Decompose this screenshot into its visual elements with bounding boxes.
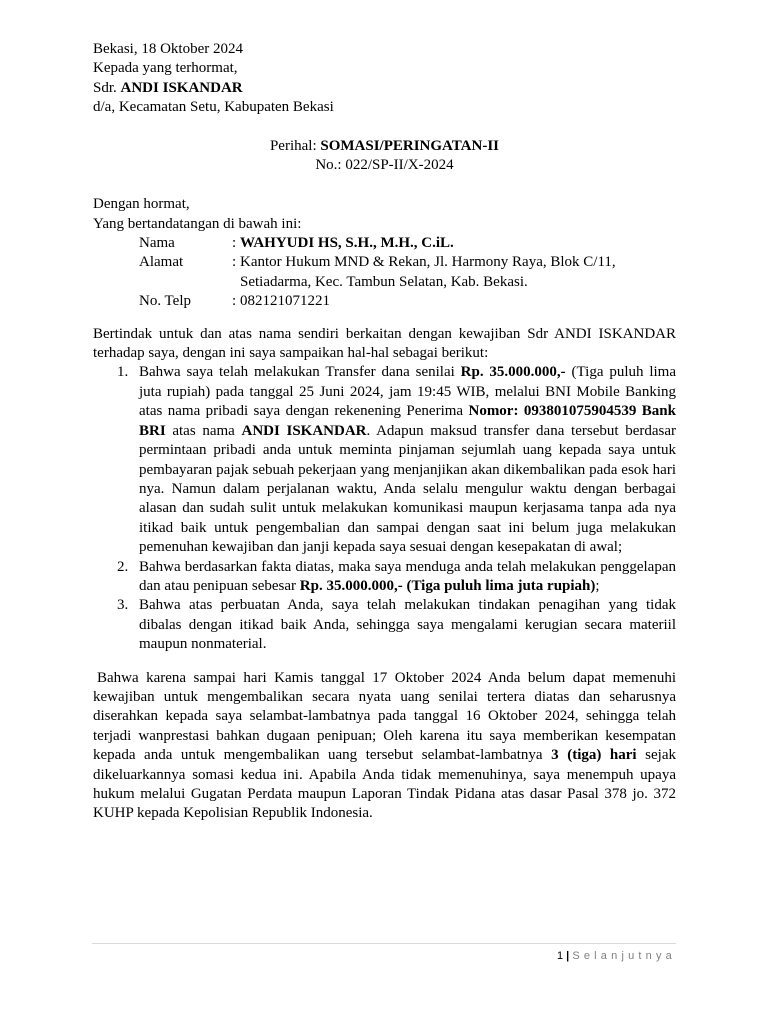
- letter-number: No.: 022/SP-II/X-2024: [315, 157, 454, 174]
- closing-text-segment: Bahwa karena sampai hari Kamis tanggal 17 Oktober 2024 Anda belum dapat memenuhi kewajiban untuk mengembalikan secara nyata uang senilai tertera diatas dan seharusnya diserahkan kepada saya selambat-lambatnya pada tanggal 16 Oktober 2024, sehingga telah terjadi wanprestasi bahkan dugaan penipuan; Oleh karena itu saya memberikan kesempatan kepada anda untuk mengembalikan uang tersebut selambat-lambatnya: [93, 669, 676, 764]
- subject-title: SOMASI/PERINGATAN-II: [320, 138, 500, 155]
- point-text-segment: atas nama: [165, 422, 242, 439]
- point-text-2: [139, 558, 676, 597]
- signer-name-colon: :: [232, 235, 237, 252]
- recipient-address: d/a, Kecamatan Setu, Kabupaten Bekasi: [93, 99, 334, 116]
- letter-opening: [93, 195, 676, 234]
- recipient-line: [93, 79, 676, 98]
- embezzled-amount: Rp. 35.000.000,- (Tiga puluh lima juta rupiah): [299, 577, 596, 594]
- point-item-1: [117, 363, 676, 557]
- signer-address-value: [240, 253, 676, 292]
- greeting: Dengan hormat,: [93, 196, 190, 213]
- transfer-amount: Rp. 35.000.000,-: [460, 364, 566, 381]
- letter-header: [93, 40, 676, 118]
- point-marker: 3.: [117, 597, 129, 614]
- deadline-days: 3 (tiga) hari: [551, 747, 637, 764]
- letter-body: [93, 40, 676, 824]
- signer-name-value: [240, 234, 676, 253]
- point-text-segment: Bahwa berdasarkan fakta diatas, maka saya menduga anda telah melakukan penggelapan dan atau penipuan sebesar: [139, 558, 676, 594]
- recipient-name: ANDI ISKANDAR: [120, 79, 243, 96]
- subject-label: Perihal:: [269, 138, 321, 155]
- point-item-3: [117, 596, 676, 654]
- place-date: Bekasi, 18 Oktober 2024: [93, 41, 243, 57]
- page-number: 1: [556, 950, 564, 962]
- footer-separator: |: [566, 950, 570, 962]
- points-list: [93, 363, 676, 654]
- statement-paragraph: Bertindak untuk dan atas nama sendiri berkaitan dengan kewajiban Sdr ANDI ISKANDAR terhadap saya, dengan ini saya sampaikan hal-hal sebagai berikut:: [93, 325, 676, 362]
- footer-divider-line: [92, 943, 676, 944]
- account-holder: ANDI ISKANDAR: [241, 422, 367, 439]
- signer-details: [139, 234, 676, 312]
- point-marker: 1.: [117, 364, 129, 381]
- point-text-3: [139, 596, 676, 654]
- closing-text-segment: sejak dikeluarkannya somasi kedua ini. Apabila Anda tidak memenuhinya, saya menempuh upaya hukum melalui Gugatan Perdata maupun Laporan Tindak Pidana atas dasar Pasal 378 jo. 372 KUHP kepada Kepolisian Republik Indonesia.: [93, 747, 676, 822]
- account-number: Nomor: 093801075904539 Bank BRI: [139, 403, 676, 439]
- signer-address-line-1: Kantor Hukum MND & Rekan, Jl. Harmony Raya, Blok C/11,: [240, 254, 616, 271]
- signer-address-label: Alamat: [139, 254, 184, 271]
- point-text-segment: Bahwa saya telah melakukan Transfer dana senilai: [139, 364, 461, 381]
- point-marker: 2.: [117, 558, 129, 575]
- page-footer: [557, 949, 676, 963]
- point-text-segment: (Tiga puluh lima juta rupiah) pada tanggal 25 Juni 2024, jam 19:45 WIB, melalui BNI Mobile Banking atas nama pribadi saya dengan rekenening Penerima: [139, 364, 676, 420]
- signer-address-colon: :: [232, 254, 237, 271]
- signer-name: WAHYUDI HS, S.H., M.H., C.iL.: [240, 235, 454, 252]
- closing-paragraph: [93, 669, 676, 824]
- signer-intro: Yang bertandatangan di bawah ini:: [93, 215, 302, 232]
- signer-address-line-2: Setiadarma, Kec. Tambun Selatan, Kab. Bekasi.: [240, 273, 528, 290]
- signer-phone-value: 082121071221: [240, 293, 330, 310]
- footer-continue-label: Selanjutnya: [572, 950, 676, 962]
- letter-subject: [93, 137, 676, 176]
- signer-phone-colon: :: [232, 293, 237, 310]
- point-text-segment: . Adapun maksud transfer dana tersebut berdasar permintaan pribadi anda untuk meminta pinjaman sejumlah uang kepada saya untuk pembayaran pajak sebuah pekerjaan yang menjanjikan akan dikembalikan pada esok hari nya. Namun dalam perjalanan waktu, Anda selalu mengulur waktu dengan berbagai alasan dan sudah sulit untuk melakukan komunikasi maupun kerjasama tanpa ada nya itikad baik untuk pengembalian dan sampai dengan saat ini belum juga melakukan pemenuhan kewajiban dan janji kepada saya sesuai dengan kesepakatan di awal;: [139, 422, 676, 556]
- signer-name-label: Nama: [139, 235, 175, 252]
- point-text-segment: Bahwa atas perbuatan Anda, saya telah melakukan tindakan penagihan yang tidak dibalas dengan itikad baik Anda, sehingga saya mengalami kerugian secara materiil maupun nonmaterial.: [139, 597, 676, 653]
- signer-phone-label: No. Telp: [139, 293, 192, 310]
- subject-line: [93, 137, 676, 156]
- addressee-greeting: Kepada yang terhormat,: [93, 60, 238, 77]
- point-text-1: [139, 363, 676, 557]
- point-text-segment: ;: [595, 577, 600, 594]
- recipient-prefix: Sdr.: [93, 79, 121, 96]
- point-item-2: [117, 558, 676, 597]
